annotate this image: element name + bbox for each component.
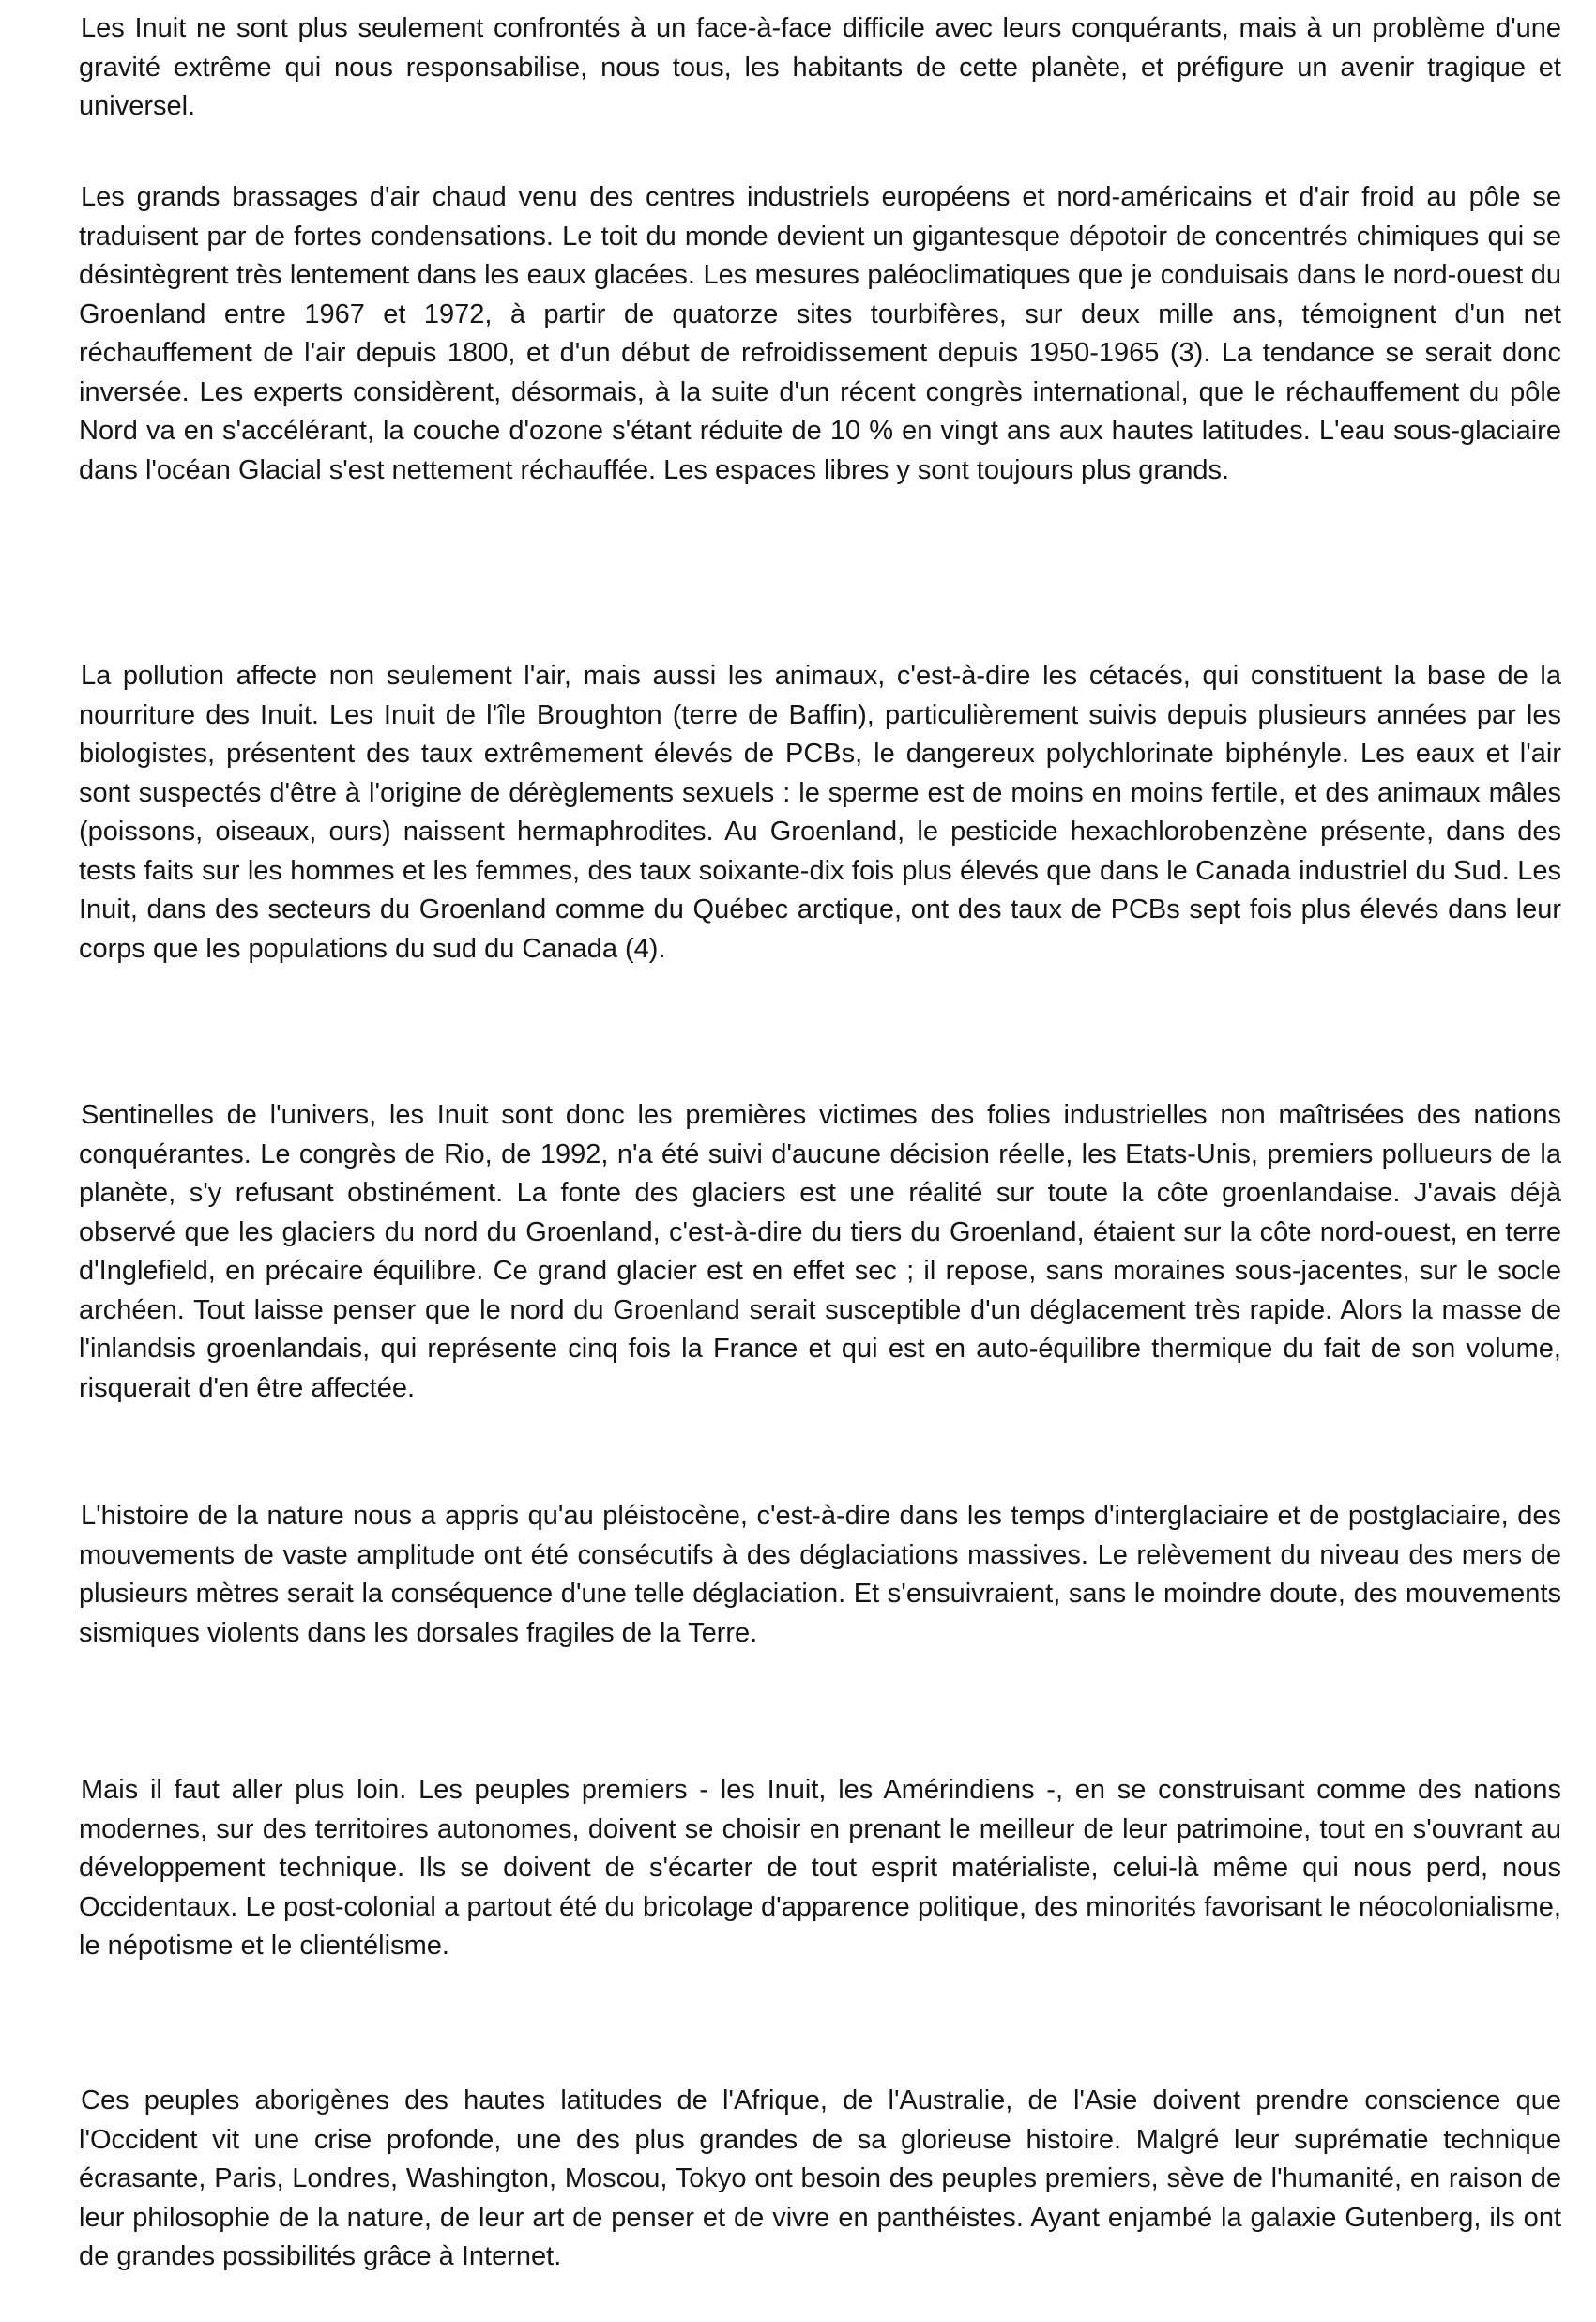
paragraph-1: Les Inuit ne sont plus seulement confrontés à un face-à-face difficile avec leurs conquérants, mais à un problème d'une gravité extrême qui nous responsabilise, nous tous, les habitants de cette planète, et préfigure un avenir tragique et universel. bbox=[79, 13, 1561, 121]
paragraph-7: Ces peuples aborigènes des hautes latitudes de l'Afrique, de l'Australie, de l'Asie doivent prendre conscience que l'Occident vit une crise profonde, une des plus grandes de sa glorieuse histoire. Malgré leur suprématie technique écrasante, Paris, Londres, Washington, Moscou, Tokyo ont besoin des peuples premiers, sève de l'humanité, en raison de leur philosophie de la nature, de leur art de penser et de vivre en panthéistes. Ayant enjambé la galaxie Gutenberg, ils ont de grandes possibilités grâce à Internet. bbox=[79, 2085, 1561, 2271]
paragraph-5: L'histoire de la nature nous a appris qu'au pléistocène, c'est-à-dire dans les temps d'interglaciaire et de postglaciaire, des mouvements de vaste amplitude ont été consécutifs à des déglaciations massives. Le relèvement du niveau des mers de plusieurs mètres serait la conséquence d'une telle déglaciation. Et s'ensuivraient, sans le moindre doute, des mouvements sismiques violents dans les dorsales fragiles de la Terre. bbox=[79, 1501, 1561, 1648]
paragraph-6: Mais il faut aller plus loin. Les peuples premiers - les Inuit, les Amérindiens -, en se construisant comme des nations modernes, sur des territoires autonomes, doivent se choisir en prenant le meilleur de leur patrimoine, tout en s'ouvrant au développement technique. Ils se doivent de s'écarter de tout esprit matérialiste, celui-là même qui nous perd, nous Occidentaux. Le post-colonial a partout été du bricolage d'apparence politique, des minorités favorisant le néocolonialisme, le népotisme et le clientélisme. bbox=[79, 1775, 1561, 1961]
paragraph-3: La pollution affecte non seulement l'air, mais aussi les animaux, c'est-à-dire les cétacés, qui constituent la base de la nourriture des Inuit. Les Inuit de l'île Broughton (terre de Baffin), particulièrement suivis depuis plusieurs années par les biologistes, présentent des taux extrêmement élevés de PCBs, le dangereux polychlorinate biphényle. Les eaux et l'air sont suspectés d'être à l'origine de dérèglements sexuels : le sperme est de moins en moins fertile, et des animaux mâles (poissons, oiseaux, ours) naissent hermaphrodites. Au Groenland, le pesticide hexachlorobenzène présente, dans des tests faits sur les hommes et les femmes, des taux soixante-dix fois plus élevés que dans le Canada industriel du Sud. Les Inuit, dans des secteurs du Groenland comme du Québec arctique, ont des taux de PCBs sept fois plus élevés dans leur corps que les populations du sud du Canada (4). bbox=[79, 661, 1561, 964]
paragraph-2: Les grands brassages d'air chaud venu des centres industriels européens et nord-américains et d'air froid au pôle se traduisent par de fortes condensations. Le toit du monde devient un gigantesque dépotoir de concentrés chimiques qui se désintègrent très lentement dans les eaux glacées. Les mesures paléoclimatiques que je conduisais dans le nord-ouest du Groenland entre 1967 et 1972, à partir de quatorze sites tourbifères, sur deux mille ans, témoignent d'un net réchauffement de l'air depuis 1800, et d'un début de refroidissement depuis 1950-1965 (3). La tendance se serait donc inversée. Les experts considèrent, désormais, à la suite d'un récent congrès international, que le réchauffement du pôle Nord va en s'accélérant, la couche d'ozone s'étant réduite de 10 % en vingt ans aux hautes latitudes. L'eau sous-glaciaire dans l'océan Glacial s'est nettement réchauffée. Les espaces libres y sont toujours plus grands. bbox=[79, 182, 1561, 485]
document-page bbox=[79, 0, 1561, 2322]
paragraph-4: Sentinelles de l'univers, les Inuit sont donc les premières victimes des folies industrielles non maîtrisées des nations conquérantes. Le congrès de Rio, de 1992, n'a été suivi d'aucune décision réelle, les Etats-Unis, premiers pollueurs de la planète, s'y refusant obstinément. La fonte des glaciers est une réalité sur toute la côte groenlandaise. J'avais déjà observé que les glaciers du nord du Groenland, c'est-à-dire du tiers du Groenland, étaient sur la côte nord-ouest, en terre d'Inglefield, en précaire équilibre. Ce grand glacier est en effet sec ; il repose, sans moraines sous-jacentes, sur le socle archéen. Tout laisse penser que le nord du Groenland serait susceptible d'un déglacement très rapide. Alors la masse de l'inlandsis groenlandais, qui représente cinq fois la France et qui est en auto-équilibre thermique du fait de son volume, risquerait d'en être affectée. bbox=[79, 1100, 1561, 1403]
